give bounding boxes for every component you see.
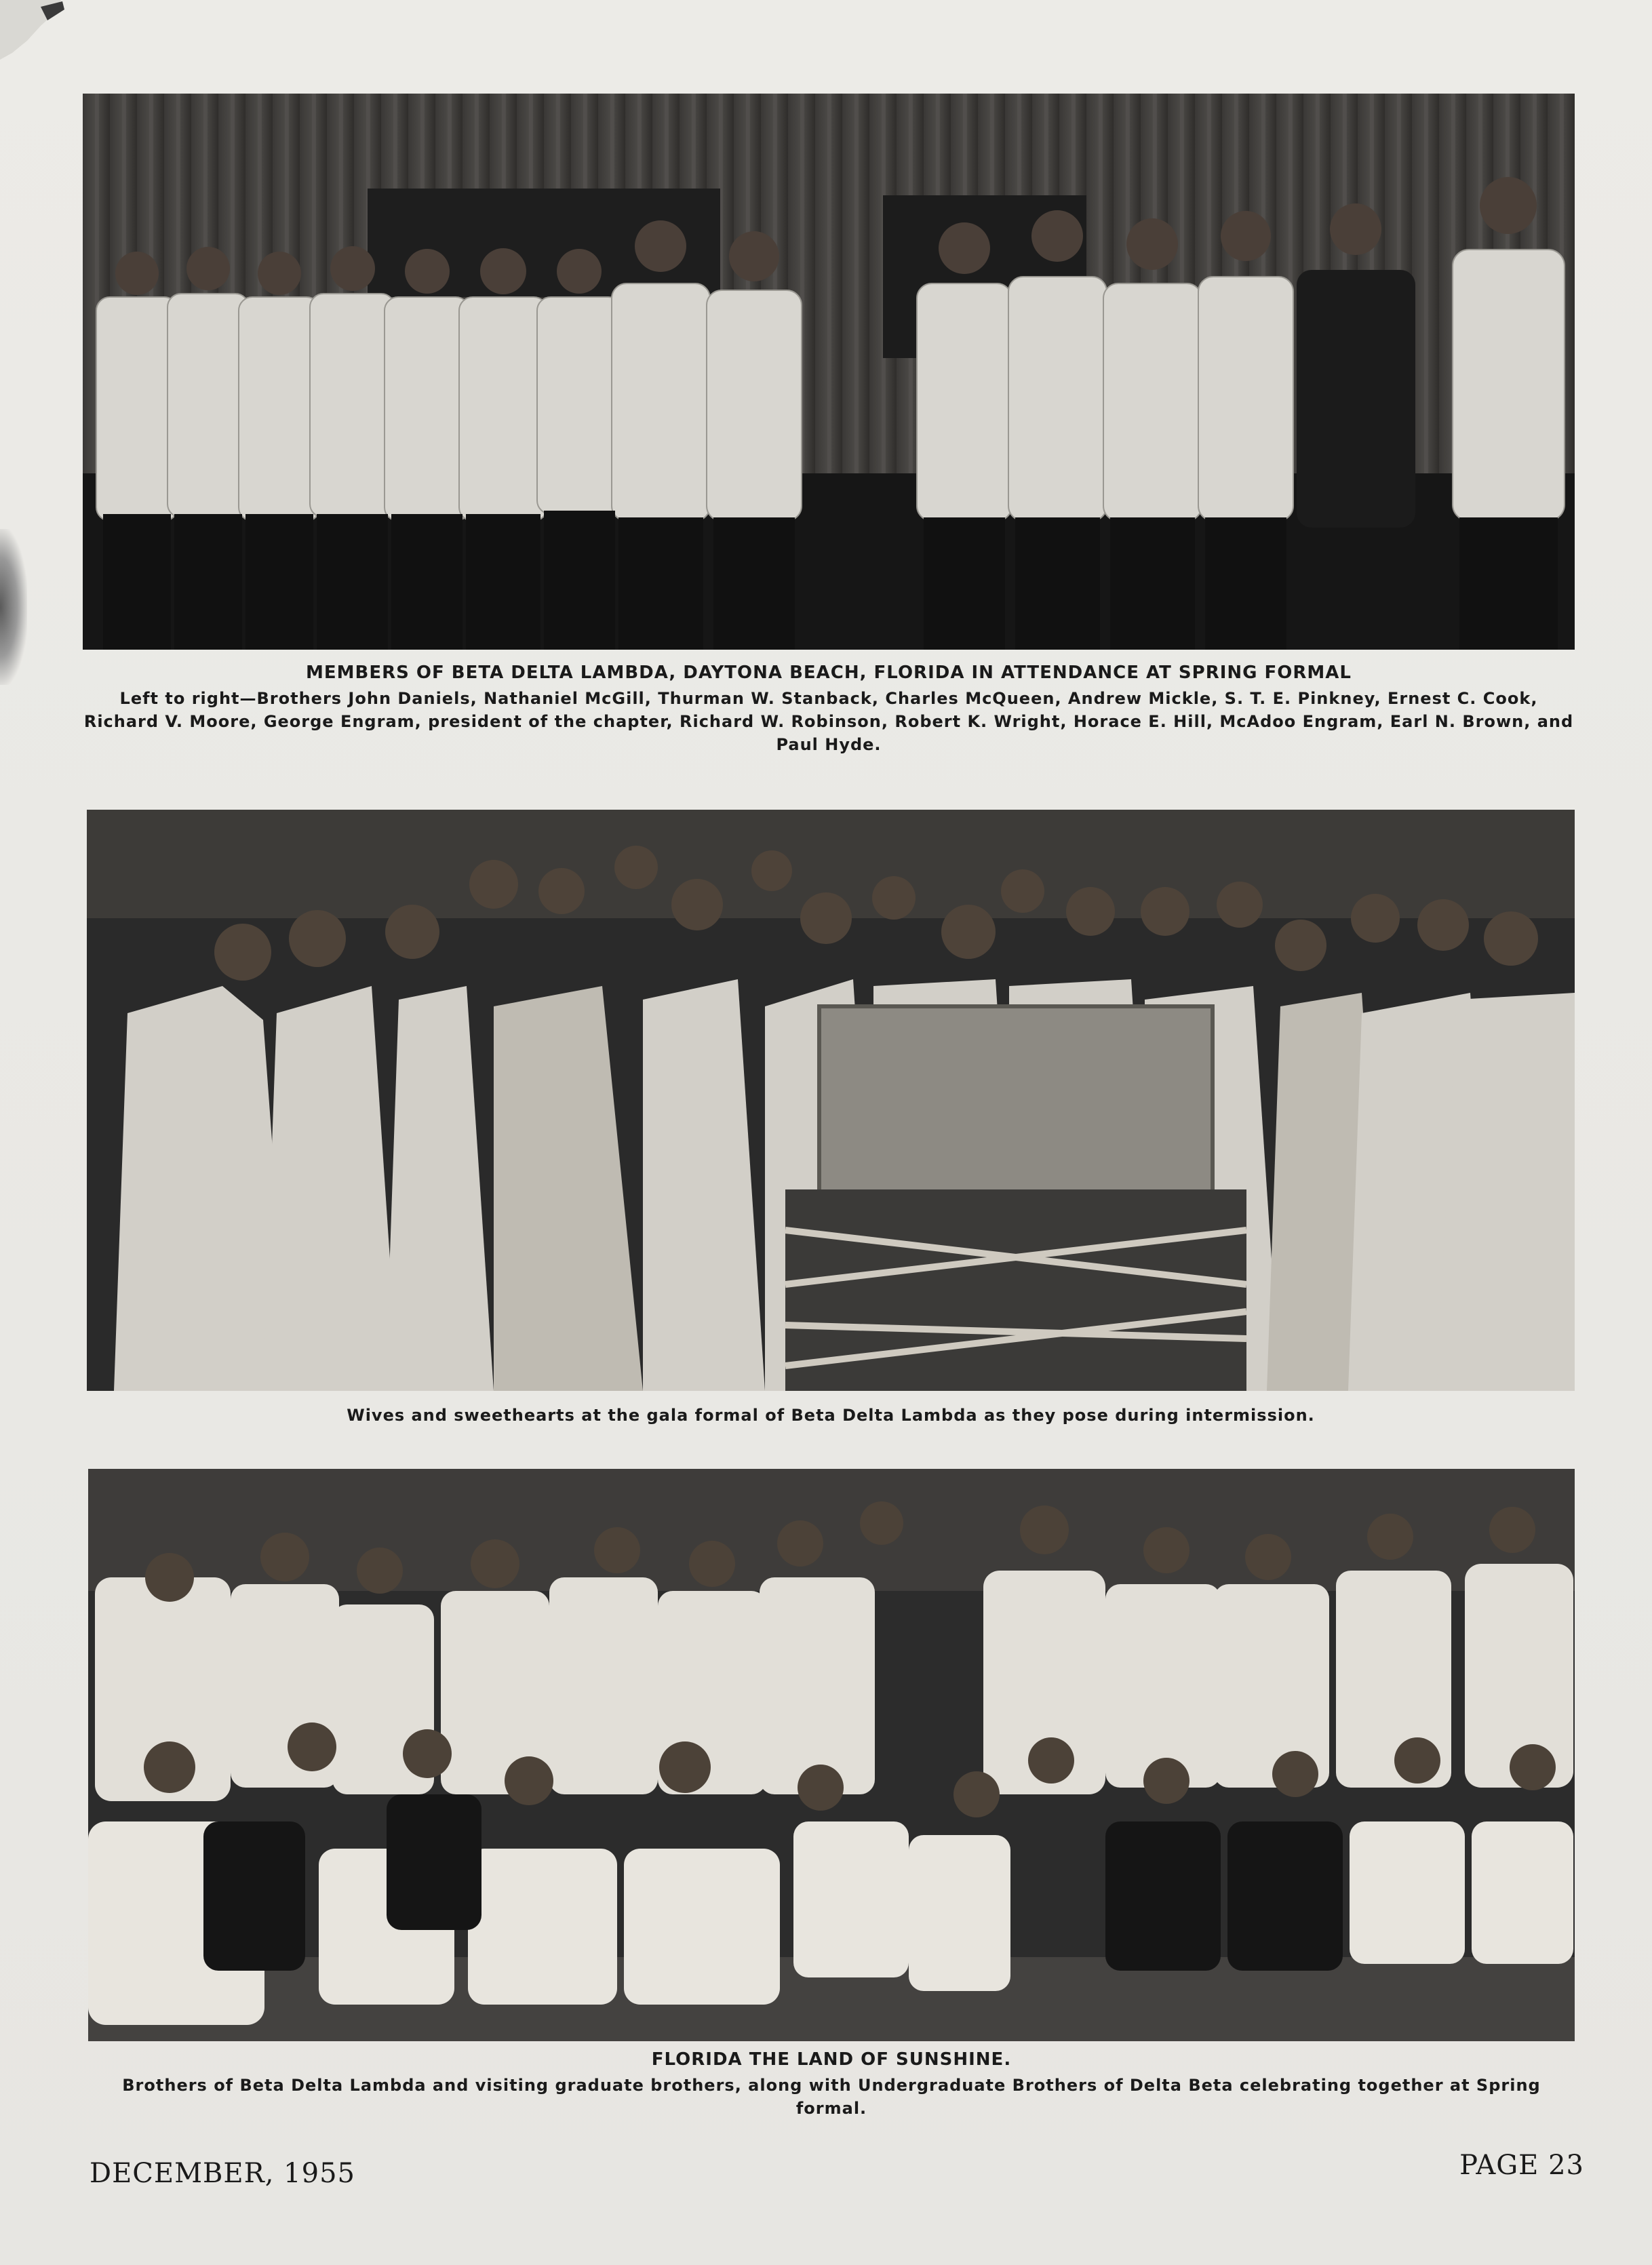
bottom-photo-title: FLORIDA THE LAND OF SUNSHINE. <box>651 2049 1012 2070</box>
top-photo-caption: Left to right—Brothers John Daniels, Nathaniel McGill, Thurman W. Stanback, Charles McQueen, Andrew Mickle, S. T. E. Pinkney, Ernest C. Cook, Richard V. Moore, George Engram, president of the chapter, Richard W. Robinson, Robert K. Wright, Horace E. Hill, McAdoo Engram, Earl N. Brown, and Paul Hyde. <box>83 689 1574 754</box>
torn-corner <box>0 0 75 61</box>
bottom-photo-caption: Brothers of Beta Delta Lambda and visiting graduate brothers, along with Undergraduate Brothers of Delta Beta celebrating together at Spring formal. <box>122 2076 1541 2118</box>
photo-florida-land-of-sunshine <box>88 1469 1575 2041</box>
photo-members-spring-formal <box>83 94 1575 650</box>
issue-date: DECEMBER, 1955 <box>90 2158 355 2189</box>
top-photo-title: MEMBERS OF BETA DELTA LAMBDA, DAYTONA BEACH, FLORIDA IN ATTENDANCE AT SPRING FORMAL <box>306 663 1352 683</box>
edge-stain <box>0 529 27 685</box>
middle-photo-caption: Wives and sweethearts at the gala formal of Beta Delta Lambda as they pose during intermission. <box>347 1406 1315 1425</box>
page-number: PAGE 23 <box>1459 2150 1584 2181</box>
photo-wives-and-sweethearts <box>87 810 1575 1391</box>
